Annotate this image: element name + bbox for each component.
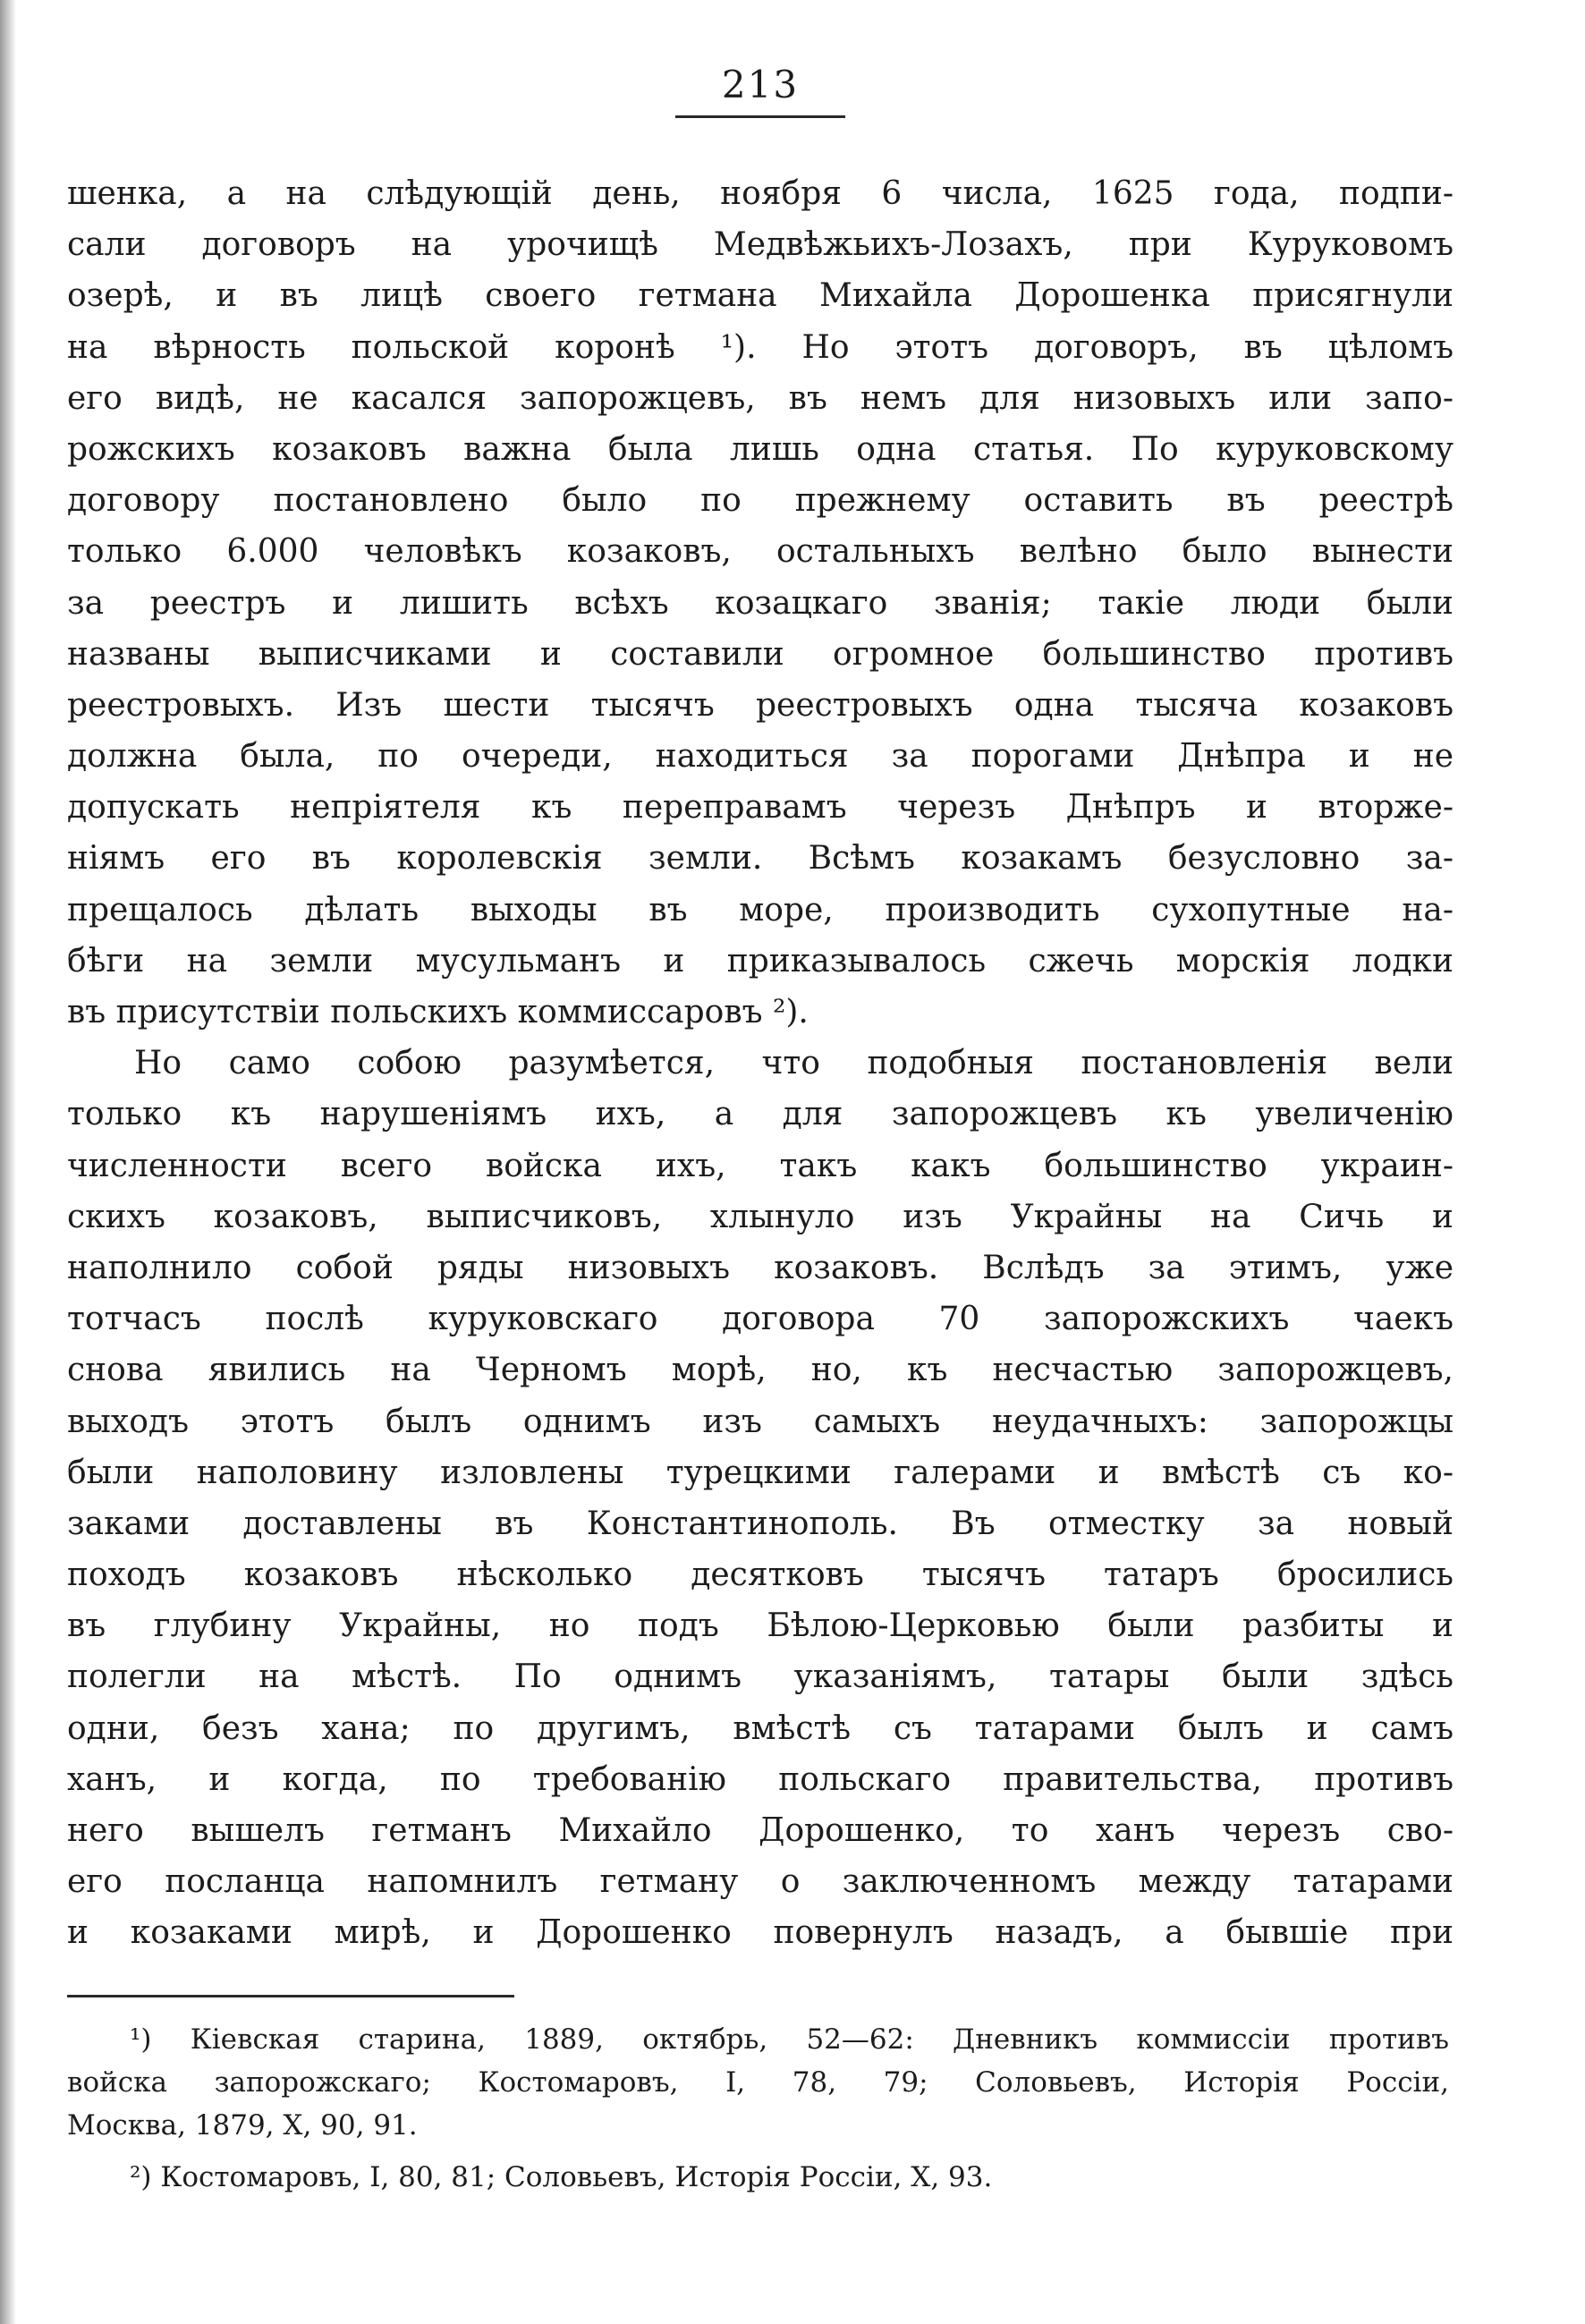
text-line: договору постановлено было по прежнему оставить въ реестрѣ <box>67 482 1454 520</box>
text-line: названы выписчиками и составили огромное большинство противъ <box>67 635 1454 673</box>
text-line: наполнило собой ряды низовыхъ козаковъ. Вслѣдъ за этимъ, уже <box>67 1249 1454 1286</box>
page-binding-edge <box>0 0 16 2324</box>
text-line: его посланца напомнилъ гетману о заключенномъ между татарами <box>67 1863 1454 1901</box>
footnote-1: ¹) Кіевская старина, 1889, октябрь, 52—62: Дневникъ коммиссіи противъ <box>130 2023 1449 2056</box>
text-line: въ присутствіи польскихъ коммиссаровъ ²). <box>67 994 809 1031</box>
text-line: только къ нарушеніямъ ихъ, а для запорожцевъ къ увеличенію <box>67 1096 1454 1133</box>
text-line: въ глубину Украйны, но подъ Бѣлою-Церковью были разбиты и <box>67 1607 1454 1645</box>
footnote-2: ²) Костомаровъ, I, 80, 81; Соловьевъ, Исторія Россіи, X, 93. <box>130 2161 993 2193</box>
page-number: 213 <box>675 63 845 118</box>
text-line: численности всего войска ихъ, такъ какъ большинство украин- <box>67 1147 1454 1184</box>
text-line: ханъ, и когда, по требованію польскаго правительства, противъ <box>67 1760 1454 1798</box>
text-line: шенка, а на слѣдующій день, ноября 6 числа, 1625 года, подпи- <box>67 175 1454 212</box>
text-line: реестровыхъ. Изъ шести тысячъ реестровыхъ одна тысяча козаковъ <box>67 686 1454 724</box>
footnote-line: Москва, 1879, X, 90, 91. <box>67 2109 418 2142</box>
body-text <box>67 168 1454 1959</box>
text-line: сали договоръ на урочищѣ Медвѣжьихъ-Лозахъ, при Куруковомъ <box>67 226 1454 264</box>
text-line: походъ козаковъ нѣсколько десятковъ тысячъ татаръ бросились <box>67 1556 1454 1594</box>
text-line: выходъ этотъ былъ однимъ изъ самыхъ неудачныхъ: запорожцы <box>67 1403 1454 1440</box>
text-line: бѣги на земли мусульманъ и приказывалось сжечь морскія лодки <box>67 942 1454 980</box>
footnote-divider <box>67 1995 514 1997</box>
text-line: озерѣ, и въ лицѣ своего гетмана Михайла Дорошенка присягнули <box>67 277 1454 315</box>
paragraph-first-line: Но само собою разумѣется, что подобныя постановленія вели <box>134 1045 1454 1082</box>
text-line: прещалось дѣлать выходы въ море, производить сухопутные на- <box>67 891 1454 929</box>
text-line: должна была, по очереди, находиться за порогами Днѣпра и не <box>67 738 1454 776</box>
text-line: скихъ козаковъ, выписчиковъ, хлынуло изъ Украйны на Сичь и <box>67 1198 1454 1235</box>
text-line: одни, безъ хана; по другимъ, вмѣстѣ съ татарами былъ и самъ <box>67 1709 1454 1747</box>
text-line: полегли на мѣстѣ. По однимъ указаніямъ, татары были здѣсь <box>67 1658 1454 1696</box>
text-line: и козаками мирѣ, и Дорошенко повернулъ назадъ, а бывшіе при <box>67 1914 1454 1952</box>
text-line: него вышелъ гетманъ Михайло Дорошенко, то ханъ черезъ сво- <box>67 1812 1454 1849</box>
text-line: на вѣрность польской коронѣ ¹). Но этотъ договоръ, въ цѣломъ <box>67 328 1454 366</box>
text-line: его видѣ, не касался запорожцевъ, въ немъ для низовыхъ или запо- <box>67 379 1454 417</box>
text-line: за реестръ и лишить всѣхъ козацкаго званія; такіе люди были <box>67 584 1454 622</box>
text-line: рожскихъ козаковъ важна была лишь одна статья. По куруковскому <box>67 430 1454 468</box>
footnotes <box>67 2018 1449 2199</box>
text-line: снова явились на Черномъ морѣ, но, къ несчастью запорожцевъ, <box>67 1352 1454 1389</box>
footnote-line: войска запорожскаго; Костомаровъ, I, 78, 79; Соловьевъ, Исторія Россіи, <box>67 2066 1449 2099</box>
text-line: ніямъ его въ королевскія земли. Всѣмъ козакамъ безусловно за- <box>67 840 1454 878</box>
text-line: были наполовину изловлены турецкими галерами и вмѣстѣ съ ко- <box>67 1454 1454 1491</box>
text-line: заками доставлены въ Константинополь. Въ отместку за новый <box>67 1505 1454 1542</box>
text-line: только 6.000 человѣкъ козаковъ, остальныхъ велѣно было вынести <box>67 533 1454 571</box>
text-line: тотчасъ послѣ куруковскаго договора 70 запорожскихъ чаекъ <box>67 1301 1454 1338</box>
text-line: допускать непріятеля къ переправамъ черезъ Днѣпръ и вторже- <box>67 789 1454 827</box>
